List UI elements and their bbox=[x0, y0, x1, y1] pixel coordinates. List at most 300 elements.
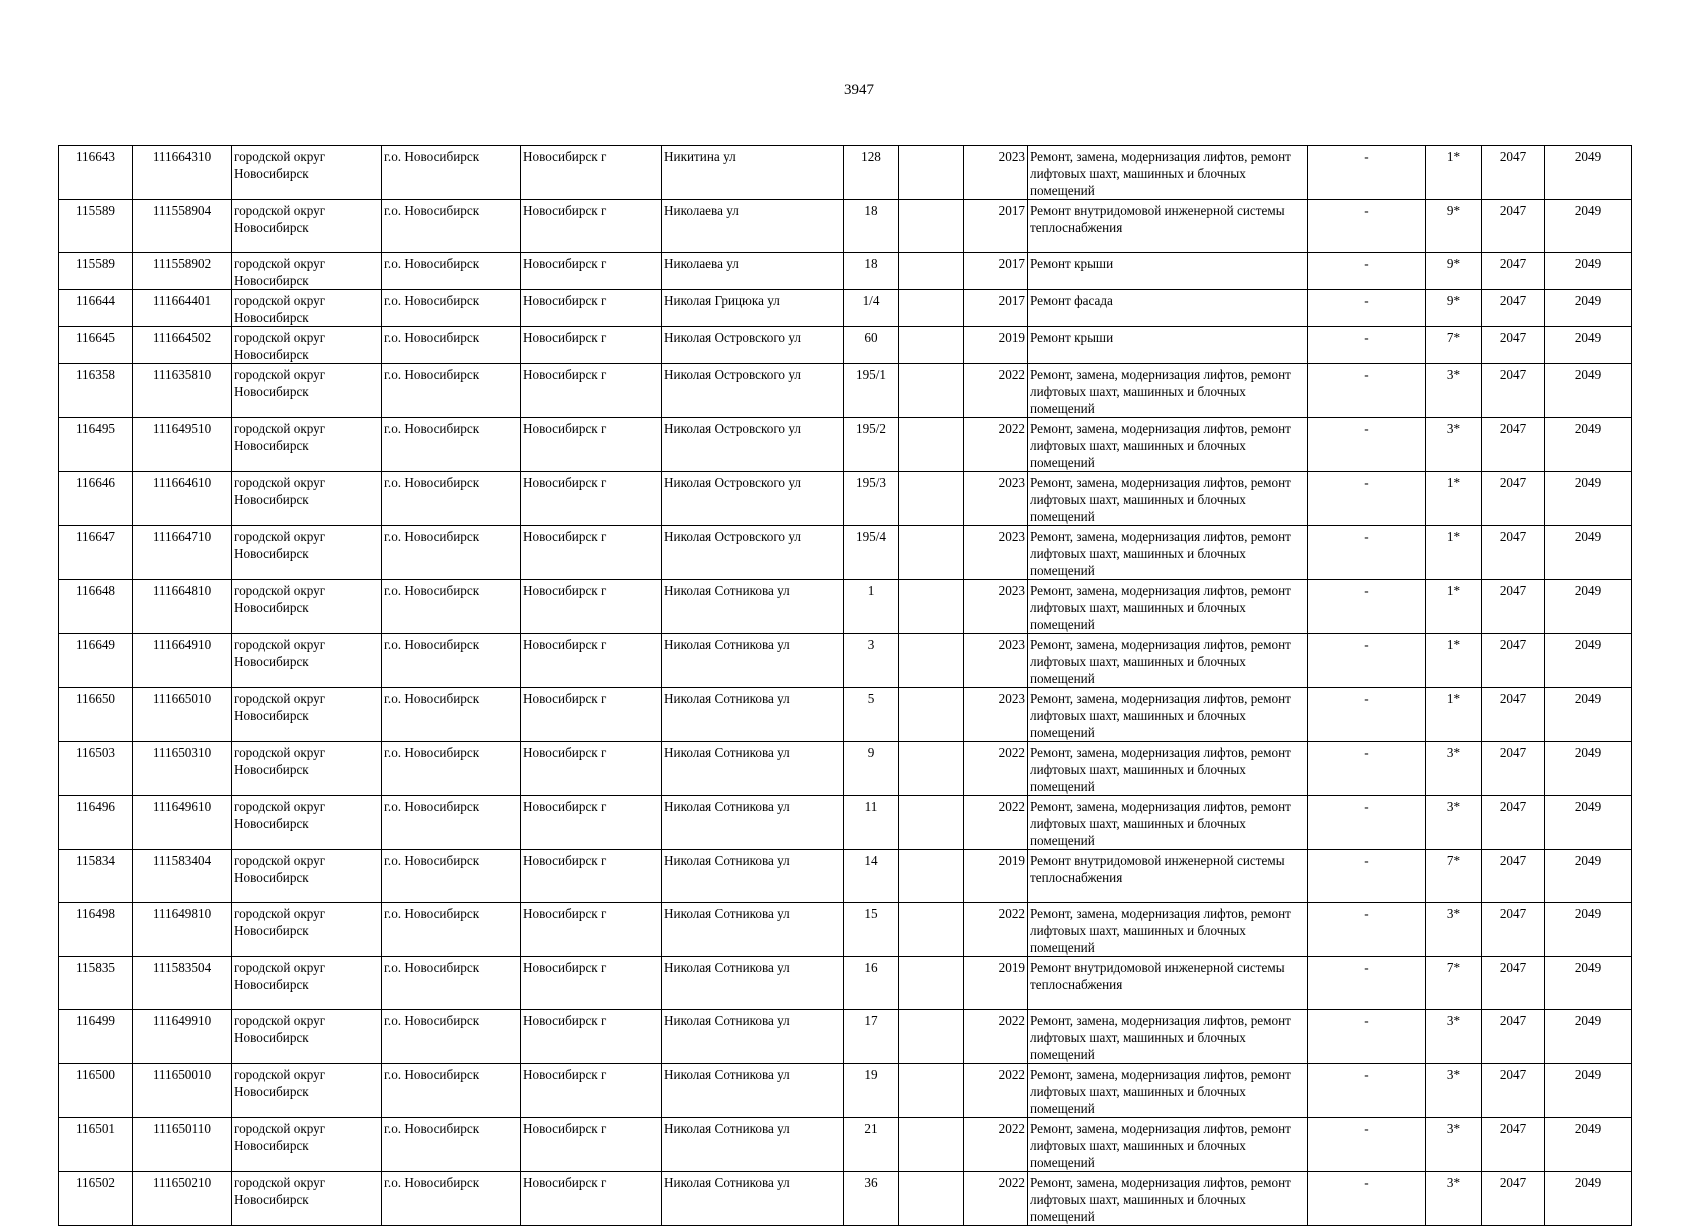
district-cell: г.о. Новосибирск bbox=[382, 957, 521, 1010]
priority-cell: 3* bbox=[1426, 1172, 1482, 1226]
object-code-cell: 111650110 bbox=[133, 1118, 232, 1172]
house-number-cell: 11 bbox=[844, 796, 899, 850]
work-type-cell: Ремонт, замена, модернизация лифтов, ремонт лифтовых шахт, машинных и блочных помещений bbox=[1028, 742, 1308, 796]
end-year-cell: 2049 bbox=[1545, 903, 1632, 957]
priority-cell: 3* bbox=[1426, 742, 1482, 796]
table-row bbox=[59, 290, 1632, 327]
priority-cell: 3* bbox=[1426, 796, 1482, 850]
record-id-cell: 116501 bbox=[59, 1118, 133, 1172]
table-row bbox=[59, 796, 1632, 850]
year-cell: 2022 bbox=[964, 742, 1028, 796]
end-year-cell: 2049 bbox=[1545, 634, 1632, 688]
work-type-cell: Ремонт, замена, модернизация лифтов, ремонт лифтовых шахт, машинных и блочных помещений bbox=[1028, 526, 1308, 580]
object-code-cell: 111664310 bbox=[133, 146, 232, 200]
object-code-cell: 111649510 bbox=[133, 418, 232, 472]
house-number-cell: 15 bbox=[844, 903, 899, 957]
street-cell: Николая Сотникова ул bbox=[662, 1172, 844, 1226]
start-year-cell: 2047 bbox=[1482, 290, 1545, 327]
start-year-cell: 2047 bbox=[1482, 472, 1545, 526]
year-cell: 2023 bbox=[964, 688, 1028, 742]
year-cell: 2019 bbox=[964, 850, 1028, 903]
start-year-cell: 2047 bbox=[1482, 903, 1545, 957]
start-year-cell: 2047 bbox=[1482, 742, 1545, 796]
empty-cell bbox=[899, 526, 964, 580]
house-number-cell: 3 bbox=[844, 634, 899, 688]
dash-cell: - bbox=[1308, 796, 1426, 850]
work-type-cell: Ремонт, замена, модернизация лифтов, ремонт лифтовых шахт, машинных и блочных помещений bbox=[1028, 472, 1308, 526]
settlement-cell: Новосибирск г bbox=[521, 146, 662, 200]
work-type-cell: Ремонт, замена, модернизация лифтов, ремонт лифтовых шахт, машинных и блочных помещений bbox=[1028, 796, 1308, 850]
record-id-cell: 115834 bbox=[59, 850, 133, 903]
empty-cell bbox=[899, 634, 964, 688]
dash-cell: - bbox=[1308, 1118, 1426, 1172]
dash-cell: - bbox=[1308, 742, 1426, 796]
end-year-cell: 2049 bbox=[1545, 253, 1632, 290]
municipality-cell: городской округ Новосибирск bbox=[232, 200, 382, 253]
settlement-cell: Новосибирск г bbox=[521, 327, 662, 364]
priority-cell: 9* bbox=[1426, 253, 1482, 290]
house-number-cell: 195/2 bbox=[844, 418, 899, 472]
table-row bbox=[59, 850, 1632, 903]
year-cell: 2022 bbox=[964, 1010, 1028, 1064]
table-row bbox=[59, 634, 1632, 688]
object-code-cell: 111650210 bbox=[133, 1172, 232, 1226]
house-number-cell: 36 bbox=[844, 1172, 899, 1226]
street-cell: Николая Сотникова ул bbox=[662, 742, 844, 796]
house-number-cell: 18 bbox=[844, 200, 899, 253]
settlement-cell: Новосибирск г bbox=[521, 634, 662, 688]
house-number-cell: 195/3 bbox=[844, 472, 899, 526]
municipality-cell: городской округ Новосибирск bbox=[232, 1010, 382, 1064]
priority-cell: 3* bbox=[1426, 364, 1482, 418]
house-number-cell: 18 bbox=[844, 253, 899, 290]
end-year-cell: 2049 bbox=[1545, 957, 1632, 1010]
priority-cell: 1* bbox=[1426, 634, 1482, 688]
district-cell: г.о. Новосибирск bbox=[382, 290, 521, 327]
table-row bbox=[59, 903, 1632, 957]
table-row bbox=[59, 418, 1632, 472]
house-number-cell: 1/4 bbox=[844, 290, 899, 327]
settlement-cell: Новосибирск г bbox=[521, 1010, 662, 1064]
start-year-cell: 2047 bbox=[1482, 1118, 1545, 1172]
work-type-cell: Ремонт внутридомовой инженерной системы теплоснабжения bbox=[1028, 957, 1308, 1010]
record-id-cell: 116646 bbox=[59, 472, 133, 526]
year-cell: 2023 bbox=[964, 472, 1028, 526]
object-code-cell: 111664502 bbox=[133, 327, 232, 364]
record-id-cell: 116650 bbox=[59, 688, 133, 742]
settlement-cell: Новосибирск г bbox=[521, 580, 662, 634]
work-type-cell: Ремонт, замена, модернизация лифтов, ремонт лифтовых шахт, машинных и блочных помещений bbox=[1028, 364, 1308, 418]
house-number-cell: 17 bbox=[844, 1010, 899, 1064]
dash-cell: - bbox=[1308, 1010, 1426, 1064]
dash-cell: - bbox=[1308, 903, 1426, 957]
work-type-cell: Ремонт внутридомовой инженерной системы теплоснабжения bbox=[1028, 200, 1308, 253]
house-number-cell: 128 bbox=[844, 146, 899, 200]
dash-cell: - bbox=[1308, 418, 1426, 472]
object-code-cell: 111650310 bbox=[133, 742, 232, 796]
record-id-cell: 116647 bbox=[59, 526, 133, 580]
municipality-cell: городской округ Новосибирск bbox=[232, 957, 382, 1010]
dash-cell: - bbox=[1308, 290, 1426, 327]
record-id-cell: 116499 bbox=[59, 1010, 133, 1064]
object-code-cell: 111649610 bbox=[133, 796, 232, 850]
table-row bbox=[59, 957, 1632, 1010]
start-year-cell: 2047 bbox=[1482, 1172, 1545, 1226]
empty-cell bbox=[899, 1064, 964, 1118]
end-year-cell: 2049 bbox=[1545, 418, 1632, 472]
street-cell: Николая Сотникова ул bbox=[662, 957, 844, 1010]
priority-cell: 1* bbox=[1426, 580, 1482, 634]
street-cell: Николая Сотникова ул bbox=[662, 1064, 844, 1118]
end-year-cell: 2049 bbox=[1545, 364, 1632, 418]
municipality-cell: городской округ Новосибирск bbox=[232, 634, 382, 688]
work-type-cell: Ремонт, замена, модернизация лифтов, ремонт лифтовых шахт, машинных и блочных помещений bbox=[1028, 146, 1308, 200]
settlement-cell: Новосибирск г bbox=[521, 290, 662, 327]
start-year-cell: 2047 bbox=[1482, 200, 1545, 253]
start-year-cell: 2047 bbox=[1482, 146, 1545, 200]
street-cell: Николая Сотникова ул bbox=[662, 903, 844, 957]
district-cell: г.о. Новосибирск bbox=[382, 903, 521, 957]
priority-cell: 3* bbox=[1426, 418, 1482, 472]
record-id-cell: 116495 bbox=[59, 418, 133, 472]
object-code-cell: 111583504 bbox=[133, 957, 232, 1010]
end-year-cell: 2049 bbox=[1545, 146, 1632, 200]
start-year-cell: 2047 bbox=[1482, 364, 1545, 418]
municipality-cell: городской округ Новосибирск bbox=[232, 327, 382, 364]
street-cell: Николая Островского ул bbox=[662, 364, 844, 418]
record-id-cell: 116503 bbox=[59, 742, 133, 796]
start-year-cell: 2047 bbox=[1482, 1010, 1545, 1064]
municipality-cell: городской округ Новосибирск bbox=[232, 1064, 382, 1118]
record-id-cell: 116644 bbox=[59, 290, 133, 327]
municipality-cell: городской округ Новосибирск bbox=[232, 146, 382, 200]
house-number-cell: 195/1 bbox=[844, 364, 899, 418]
street-cell: Николая Островского ул bbox=[662, 418, 844, 472]
district-cell: г.о. Новосибирск bbox=[382, 796, 521, 850]
work-type-cell: Ремонт, замена, модернизация лифтов, ремонт лифтовых шахт, машинных и блочных помещений bbox=[1028, 418, 1308, 472]
empty-cell bbox=[899, 796, 964, 850]
work-type-cell: Ремонт, замена, модернизация лифтов, ремонт лифтовых шахт, машинных и блочных помещений bbox=[1028, 903, 1308, 957]
end-year-cell: 2049 bbox=[1545, 742, 1632, 796]
district-cell: г.о. Новосибирск bbox=[382, 1172, 521, 1226]
district-cell: г.о. Новосибирск bbox=[382, 1118, 521, 1172]
settlement-cell: Новосибирск г bbox=[521, 1118, 662, 1172]
district-cell: г.о. Новосибирск bbox=[382, 742, 521, 796]
object-code-cell: 111664810 bbox=[133, 580, 232, 634]
district-cell: г.о. Новосибирск bbox=[382, 1064, 521, 1118]
house-number-cell: 14 bbox=[844, 850, 899, 903]
record-id-cell: 115589 bbox=[59, 200, 133, 253]
street-cell: Николая Сотникова ул bbox=[662, 1118, 844, 1172]
settlement-cell: Новосибирск г bbox=[521, 418, 662, 472]
object-code-cell: 111583404 bbox=[133, 850, 232, 903]
district-cell: г.о. Новосибирск bbox=[382, 327, 521, 364]
table-row bbox=[59, 253, 1632, 290]
house-number-cell: 1 bbox=[844, 580, 899, 634]
priority-cell: 1* bbox=[1426, 688, 1482, 742]
work-type-cell: Ремонт фасада bbox=[1028, 290, 1308, 327]
empty-cell bbox=[899, 200, 964, 253]
settlement-cell: Новосибирск г bbox=[521, 1064, 662, 1118]
district-cell: г.о. Новосибирск bbox=[382, 364, 521, 418]
empty-cell bbox=[899, 327, 964, 364]
end-year-cell: 2049 bbox=[1545, 327, 1632, 364]
street-cell: Николая Сотникова ул bbox=[662, 580, 844, 634]
dash-cell: - bbox=[1308, 957, 1426, 1010]
municipality-cell: городской округ Новосибирск bbox=[232, 253, 382, 290]
settlement-cell: Новосибирск г bbox=[521, 253, 662, 290]
dash-cell: - bbox=[1308, 253, 1426, 290]
page-number: 3947 bbox=[844, 82, 874, 98]
settlement-cell: Новосибирск г bbox=[521, 1172, 662, 1226]
dash-cell: - bbox=[1308, 1172, 1426, 1226]
year-cell: 2023 bbox=[964, 146, 1028, 200]
district-cell: г.о. Новосибирск bbox=[382, 850, 521, 903]
municipality-cell: городской округ Новосибирск bbox=[232, 472, 382, 526]
settlement-cell: Новосибирск г bbox=[521, 957, 662, 1010]
municipality-cell: городской округ Новосибирск bbox=[232, 1118, 382, 1172]
work-type-cell: Ремонт внутридомовой инженерной системы теплоснабжения bbox=[1028, 850, 1308, 903]
district-cell: г.о. Новосибирск bbox=[382, 146, 521, 200]
object-code-cell: 111649810 bbox=[133, 903, 232, 957]
dash-cell: - bbox=[1308, 364, 1426, 418]
work-type-cell: Ремонт крыши bbox=[1028, 327, 1308, 364]
house-number-cell: 60 bbox=[844, 327, 899, 364]
settlement-cell: Новосибирск г bbox=[521, 796, 662, 850]
table-row bbox=[59, 200, 1632, 253]
year-cell: 2023 bbox=[964, 526, 1028, 580]
settlement-cell: Новосибирск г bbox=[521, 364, 662, 418]
start-year-cell: 2047 bbox=[1482, 327, 1545, 364]
dash-cell: - bbox=[1308, 850, 1426, 903]
street-cell: Николая Сотникова ул bbox=[662, 688, 844, 742]
start-year-cell: 2047 bbox=[1482, 850, 1545, 903]
priority-cell: 7* bbox=[1426, 957, 1482, 1010]
table-row bbox=[59, 526, 1632, 580]
table-row bbox=[59, 1172, 1632, 1226]
empty-cell bbox=[899, 1010, 964, 1064]
municipality-cell: городской округ Новосибирск bbox=[232, 742, 382, 796]
year-cell: 2022 bbox=[964, 1172, 1028, 1226]
municipality-cell: городской округ Новосибирск bbox=[232, 903, 382, 957]
year-cell: 2022 bbox=[964, 1118, 1028, 1172]
table-row bbox=[59, 1010, 1632, 1064]
start-year-cell: 2047 bbox=[1482, 634, 1545, 688]
street-cell: Николая Сотникова ул bbox=[662, 1010, 844, 1064]
municipality-cell: городской округ Новосибирск bbox=[232, 580, 382, 634]
district-cell: г.о. Новосибирск bbox=[382, 472, 521, 526]
house-number-cell: 9 bbox=[844, 742, 899, 796]
house-number-cell: 16 bbox=[844, 957, 899, 1010]
year-cell: 2022 bbox=[964, 364, 1028, 418]
object-code-cell: 111664610 bbox=[133, 472, 232, 526]
municipality-cell: городской округ Новосибирск bbox=[232, 796, 382, 850]
table-row bbox=[59, 327, 1632, 364]
settlement-cell: Новосибирск г bbox=[521, 472, 662, 526]
work-type-cell: Ремонт, замена, модернизация лифтов, ремонт лифтовых шахт, машинных и блочных помещений bbox=[1028, 1064, 1308, 1118]
work-type-cell: Ремонт, замена, модернизация лифтов, ремонт лифтовых шахт, машинных и блочных помещений bbox=[1028, 580, 1308, 634]
street-cell: Николая Островского ул bbox=[662, 526, 844, 580]
start-year-cell: 2047 bbox=[1482, 418, 1545, 472]
priority-cell: 3* bbox=[1426, 1010, 1482, 1064]
record-id-cell: 115835 bbox=[59, 957, 133, 1010]
object-code-cell: 111650010 bbox=[133, 1064, 232, 1118]
start-year-cell: 2047 bbox=[1482, 526, 1545, 580]
district-cell: г.о. Новосибирск bbox=[382, 1010, 521, 1064]
table-row bbox=[59, 364, 1632, 418]
empty-cell bbox=[899, 688, 964, 742]
end-year-cell: 2049 bbox=[1545, 580, 1632, 634]
dash-cell: - bbox=[1308, 634, 1426, 688]
priority-cell: 3* bbox=[1426, 903, 1482, 957]
priority-cell: 7* bbox=[1426, 850, 1482, 903]
end-year-cell: 2049 bbox=[1545, 1010, 1632, 1064]
end-year-cell: 2049 bbox=[1545, 1118, 1632, 1172]
record-id-cell: 115589 bbox=[59, 253, 133, 290]
record-id-cell: 116358 bbox=[59, 364, 133, 418]
district-cell: г.о. Новосибирск bbox=[382, 418, 521, 472]
empty-cell bbox=[899, 742, 964, 796]
end-year-cell: 2049 bbox=[1545, 290, 1632, 327]
table-row bbox=[59, 1064, 1632, 1118]
settlement-cell: Новосибирск г bbox=[521, 200, 662, 253]
empty-cell bbox=[899, 850, 964, 903]
settlement-cell: Новосибирск г bbox=[521, 526, 662, 580]
district-cell: г.о. Новосибирск bbox=[382, 688, 521, 742]
priority-cell: 9* bbox=[1426, 290, 1482, 327]
end-year-cell: 2049 bbox=[1545, 200, 1632, 253]
work-type-cell: Ремонт крыши bbox=[1028, 253, 1308, 290]
dash-cell: - bbox=[1308, 472, 1426, 526]
municipality-cell: городской округ Новосибирск bbox=[232, 526, 382, 580]
work-type-cell: Ремонт, замена, модернизация лифтов, ремонт лифтовых шахт, машинных и блочных помещений bbox=[1028, 1118, 1308, 1172]
street-cell: Николая Островского ул bbox=[662, 327, 844, 364]
dash-cell: - bbox=[1308, 580, 1426, 634]
start-year-cell: 2047 bbox=[1482, 253, 1545, 290]
street-cell: Николаева ул bbox=[662, 200, 844, 253]
empty-cell bbox=[899, 957, 964, 1010]
end-year-cell: 2049 bbox=[1545, 688, 1632, 742]
street-cell: Николая Сотникова ул bbox=[662, 796, 844, 850]
object-code-cell: 111558904 bbox=[133, 200, 232, 253]
priority-cell: 1* bbox=[1426, 472, 1482, 526]
year-cell: 2017 bbox=[964, 290, 1028, 327]
street-cell: Николая Островского ул bbox=[662, 472, 844, 526]
year-cell: 2022 bbox=[964, 903, 1028, 957]
settlement-cell: Новосибирск г bbox=[521, 688, 662, 742]
year-cell: 2019 bbox=[964, 327, 1028, 364]
settlement-cell: Новосибирск г bbox=[521, 742, 662, 796]
priority-cell: 3* bbox=[1426, 1118, 1482, 1172]
end-year-cell: 2049 bbox=[1545, 472, 1632, 526]
municipality-cell: городской округ Новосибирск bbox=[232, 418, 382, 472]
end-year-cell: 2049 bbox=[1545, 526, 1632, 580]
object-code-cell: 111665010 bbox=[133, 688, 232, 742]
empty-cell bbox=[899, 364, 964, 418]
municipality-cell: городской округ Новосибирск bbox=[232, 290, 382, 327]
year-cell: 2023 bbox=[964, 580, 1028, 634]
object-code-cell: 111664910 bbox=[133, 634, 232, 688]
street-cell: Николая Сотникова ул bbox=[662, 634, 844, 688]
end-year-cell: 2049 bbox=[1545, 850, 1632, 903]
table-row bbox=[59, 1118, 1632, 1172]
district-cell: г.о. Новосибирск bbox=[382, 580, 521, 634]
dash-cell: - bbox=[1308, 688, 1426, 742]
record-id-cell: 116496 bbox=[59, 796, 133, 850]
end-year-cell: 2049 bbox=[1545, 1172, 1632, 1226]
work-type-cell: Ремонт, замена, модернизация лифтов, ремонт лифтовых шахт, машинных и блочных помещений bbox=[1028, 688, 1308, 742]
year-cell: 2022 bbox=[964, 1064, 1028, 1118]
record-id-cell: 116502 bbox=[59, 1172, 133, 1226]
record-id-cell: 116648 bbox=[59, 580, 133, 634]
street-cell: Николаева ул bbox=[662, 253, 844, 290]
record-id-cell: 116643 bbox=[59, 146, 133, 200]
object-code-cell: 111649910 bbox=[133, 1010, 232, 1064]
record-id-cell: 116645 bbox=[59, 327, 133, 364]
district-cell: г.о. Новосибирск bbox=[382, 200, 521, 253]
empty-cell bbox=[899, 580, 964, 634]
start-year-cell: 2047 bbox=[1482, 580, 1545, 634]
start-year-cell: 2047 bbox=[1482, 796, 1545, 850]
priority-cell: 3* bbox=[1426, 1064, 1482, 1118]
priority-cell: 9* bbox=[1426, 200, 1482, 253]
end-year-cell: 2049 bbox=[1545, 796, 1632, 850]
record-id-cell: 116649 bbox=[59, 634, 133, 688]
year-cell: 2022 bbox=[964, 796, 1028, 850]
empty-cell bbox=[899, 903, 964, 957]
registry-body bbox=[59, 146, 1632, 1226]
municipality-cell: городской округ Новосибирск bbox=[232, 364, 382, 418]
house-number-cell: 19 bbox=[844, 1064, 899, 1118]
dash-cell: - bbox=[1308, 1064, 1426, 1118]
table-row bbox=[59, 146, 1632, 200]
table-row bbox=[59, 580, 1632, 634]
year-cell: 2022 bbox=[964, 418, 1028, 472]
empty-cell bbox=[899, 418, 964, 472]
street-cell: Никитина ул bbox=[662, 146, 844, 200]
table-row bbox=[59, 742, 1632, 796]
municipality-cell: городской округ Новосибирск bbox=[232, 1172, 382, 1226]
table-row bbox=[59, 472, 1632, 526]
municipality-cell: городской округ Новосибирск bbox=[232, 850, 382, 903]
district-cell: г.о. Новосибирск bbox=[382, 634, 521, 688]
year-cell: 2017 bbox=[964, 253, 1028, 290]
dash-cell: - bbox=[1308, 327, 1426, 364]
priority-cell: 1* bbox=[1426, 526, 1482, 580]
dash-cell: - bbox=[1308, 146, 1426, 200]
settlement-cell: Новосибирск г bbox=[521, 850, 662, 903]
work-type-cell: Ремонт, замена, модернизация лифтов, ремонт лифтовых шахт, машинных и блочных помещений bbox=[1028, 1172, 1308, 1226]
house-number-cell: 195/4 bbox=[844, 526, 899, 580]
object-code-cell: 111664401 bbox=[133, 290, 232, 327]
empty-cell bbox=[899, 146, 964, 200]
object-code-cell: 111635810 bbox=[133, 364, 232, 418]
settlement-cell: Новосибирск г bbox=[521, 903, 662, 957]
start-year-cell: 2047 bbox=[1482, 957, 1545, 1010]
empty-cell bbox=[899, 472, 964, 526]
year-cell: 2017 bbox=[964, 200, 1028, 253]
district-cell: г.о. Новосибирск bbox=[382, 253, 521, 290]
dash-cell: - bbox=[1308, 200, 1426, 253]
year-cell: 2019 bbox=[964, 957, 1028, 1010]
street-cell: Николая Сотникова ул bbox=[662, 850, 844, 903]
empty-cell bbox=[899, 290, 964, 327]
work-type-cell: Ремонт, замена, модернизация лифтов, ремонт лифтовых шахт, машинных и блочных помещений bbox=[1028, 1010, 1308, 1064]
object-code-cell: 111664710 bbox=[133, 526, 232, 580]
registry-table bbox=[58, 145, 1632, 1226]
municipality-cell: городской округ Новосибирск bbox=[232, 688, 382, 742]
start-year-cell: 2047 bbox=[1482, 1064, 1545, 1118]
